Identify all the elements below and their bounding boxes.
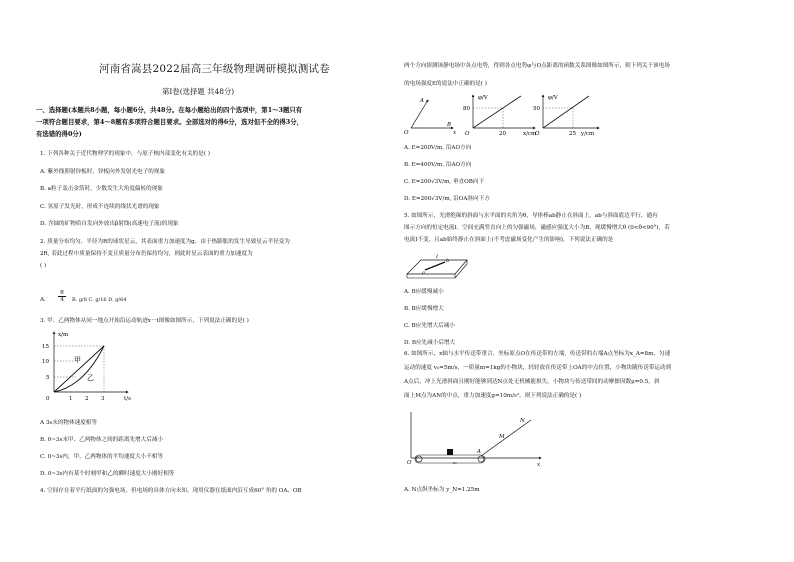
incline — [481, 420, 531, 456]
svg-text:x/cm: x/cm — [523, 131, 537, 136]
q5-option-a: A. B应缓慢减小 — [404, 289, 444, 295]
svg-text:B: B — [447, 122, 452, 128]
q1-option-c: C. 氢原子发光时，形成不连续的线状光谱的现象 — [40, 204, 160, 210]
q6-stem-line-3: A点后，冲上光滑斜面且刚好能够到达N点处无机械能损失。小物块与传送带间的动摩擦因数μ=0.5，斜 — [404, 379, 660, 385]
q4-option-c: C. E=200√3V/m, 垂直OB向下 — [404, 179, 485, 185]
svg-text:I: I — [436, 254, 438, 260]
xlabel: t/s — [124, 396, 131, 402]
left-roller — [416, 456, 422, 462]
q3-stem: 3. 甲、乙两物体从同一地点开始沿运动轨迹x－t图像如图所示，下列说法正确的是( ) — [40, 318, 249, 324]
q6-stem-line-1: 6. 如图所示，x轴与水平传送带重合，坐标原点O在传送带的左端，传送带的右端A点坐标为x_A=8m，匀速 — [404, 351, 671, 357]
q4-option-a: A. E=200V/m, 沿AO方向 — [404, 145, 472, 151]
instructions-line-1: 一、选择题(本题共8小题，每小题6分，共48分。在每小题给出的四个选项中，第1～3题只有 — [36, 106, 303, 114]
q6-conveyor-figure — [407, 410, 547, 472]
q4-phi-y-graph — [533, 95, 599, 136]
svg-text:x: x — [537, 462, 541, 468]
label-yi: 乙 — [87, 374, 94, 382]
section-header: 第Ⅰ卷(选择题 共48分) — [162, 87, 235, 96]
svg-text:20: 20 — [499, 131, 506, 136]
xtick-3: 3 — [101, 396, 105, 402]
xtick-2: 2 — [85, 396, 89, 402]
ytick-10: 10 — [42, 359, 49, 365]
svg-text:M: M — [499, 434, 505, 440]
svg-text:O: O — [465, 131, 470, 136]
svg-text:A: A — [420, 98, 424, 104]
q4-stem-cont-2: 的电场强度E的说法中正确的是( ) — [404, 81, 487, 87]
q6-stem-line-4: 面上M点为AN的中点，重力加速度g=10m/s²。则下列说法正确的是( ) — [404, 393, 582, 399]
q4-figures — [403, 92, 603, 136]
q5-incline-figure — [403, 248, 473, 280]
svg-text:φ/V: φ/V — [548, 95, 558, 101]
q2-option-a-denominator: 4 — [60, 297, 64, 303]
q5-stem-line-2: 图示方向的恒定电流I。空间充满竖直向上的匀强磁场，磁感应强度大小为B，现缓慢增大θ (0<θ<90°)，若 — [404, 225, 670, 231]
svg-text:80: 80 — [463, 106, 470, 112]
q6-option-a: A. N点纵坐标为 y_N=1.25m — [404, 487, 480, 493]
right-roller — [478, 456, 484, 462]
q4-option-b: B. E=400V/m, 沿AO方向 — [404, 162, 472, 168]
ytick-5: 5 — [46, 375, 50, 381]
svg-text:O: O — [535, 131, 540, 136]
block — [447, 449, 453, 455]
q4-stem-cont-1: 两个方向探测该静电场中各点电势，得到各点电势φ与O点距离的函数关系图像如图所示，则下列关于该电场 — [404, 63, 670, 69]
q1-stem: 1. 下列各种关于近代物理学的现象中，与原子核内部变化有关的是( ) — [40, 151, 210, 157]
q2-stem-line-1: 2. 质量分布均匀、半径为R的球状星云，其表面重力加速度为g。由于热膨胀的发生导致星云半径变为 — [40, 239, 290, 245]
page-title: 河南省嵩县2022届高三年级物理调研模拟测试卷 — [99, 63, 330, 75]
conductor-rod — [425, 262, 445, 270]
q3-option-d: D. 0~3s内有某个时刻甲和乙的瞬时速度大小刚好相等 — [40, 471, 175, 477]
q5-stem-line-1: 5. 如图所示，光滑绝缘的斜面与水平面的夹角为θ，导体棒ab静止在斜面上，ab与斜面底边平行，通有 — [404, 213, 658, 219]
q3-option-b: B. 0~3s末甲、乙两物体之间的距离先增大后减小 — [40, 437, 164, 443]
q5-option-d: D. B应先减小后增大 — [404, 340, 456, 346]
q1-option-a: A. 紫外线照射锌板时，锌板向外发射光电子的现象 — [40, 169, 166, 175]
q4-direction-figure — [404, 98, 457, 136]
ytick-15: 15 — [42, 344, 49, 350]
q3-xt-graph — [40, 328, 132, 404]
q2-stem-line-3: ( ) — [40, 263, 47, 269]
svg-text:A: A — [477, 449, 481, 455]
line-jia — [54, 346, 104, 392]
q1-option-b: B. a粒子轰击金箔时，少数发生大角度偏转的现象 — [40, 186, 163, 192]
ylabel: x/m — [58, 332, 69, 338]
svg-text:a: a — [422, 270, 425, 276]
q6-stem-line-2: 运动的速度 v₀=5m/s，一质量m=1kg的小物块，轻轻放在传送带上OA的中点位置，小物块随传送带运动到 — [404, 365, 672, 371]
label-jia: 甲 — [74, 356, 81, 364]
xtick-1: 1 — [69, 396, 73, 402]
q1-option-d: D. 含铀的矿物质自发向外放出β射线(高速电子流)的现象 — [40, 221, 179, 227]
q3-option-a: A 3s末的物体速度相等 — [40, 420, 97, 426]
svg-text:O: O — [404, 130, 409, 136]
q2-options-rest: B. g/8 C. g/16 D. g/64 — [72, 297, 127, 303]
q2-option-a-label: A. — [40, 297, 46, 303]
svg-text:b: b — [446, 258, 450, 264]
q5-option-b: B. B应缓慢增大 — [404, 306, 444, 312]
svg-text:N: N — [520, 418, 525, 424]
q5-option-c: C. B应先增大后减小 — [404, 323, 455, 329]
right-column — [397, 0, 794, 562]
svg-text:O: O — [407, 460, 412, 466]
svg-text:φ/V: φ/V — [478, 95, 488, 101]
q5-stem-line-3: 电流I不变，且ab始终静止在斜面上(不考虑磁场变化产生的影响)，下列说法正确的是 — [404, 237, 614, 243]
q3-option-c: C. 0~3s内，甲、乙两物体的平均速度大小不相等 — [40, 454, 163, 460]
svg-text:v₀: v₀ — [453, 460, 457, 465]
svg-text:x: x — [453, 130, 457, 136]
svg-text:y/cm: y/cm — [581, 131, 595, 136]
origin-label: 0 — [46, 396, 50, 402]
q4-option-d: D. E=200√3V/m, 沿OA斜向下方 — [404, 196, 490, 202]
q2-stem-line-2: 2R, 若此过程中质量保持不变且质量分布仍保持均匀，则此时星云表面的重力加速度为 — [40, 251, 253, 257]
instructions-line-2: 一项符合题目要求，第4～8题有多项符合题目要求。全部选对的得6分，选对但不全的得3分， — [36, 118, 304, 126]
q2-option-a-numerator: g — [60, 289, 64, 295]
svg-text:25: 25 — [569, 131, 576, 136]
instructions-line-3: 有选错的得0分) — [36, 130, 82, 138]
q4-stem: 4. 空间存在着平行纸面的匀强电场，但电场的具体方向未知。现用仪器在纸面内沿互成60° 角的 OA、OB — [40, 488, 302, 494]
svg-text:50: 50 — [533, 106, 540, 112]
conveyor-belt — [415, 455, 485, 463]
q4-phi-x-graph — [463, 95, 537, 136]
